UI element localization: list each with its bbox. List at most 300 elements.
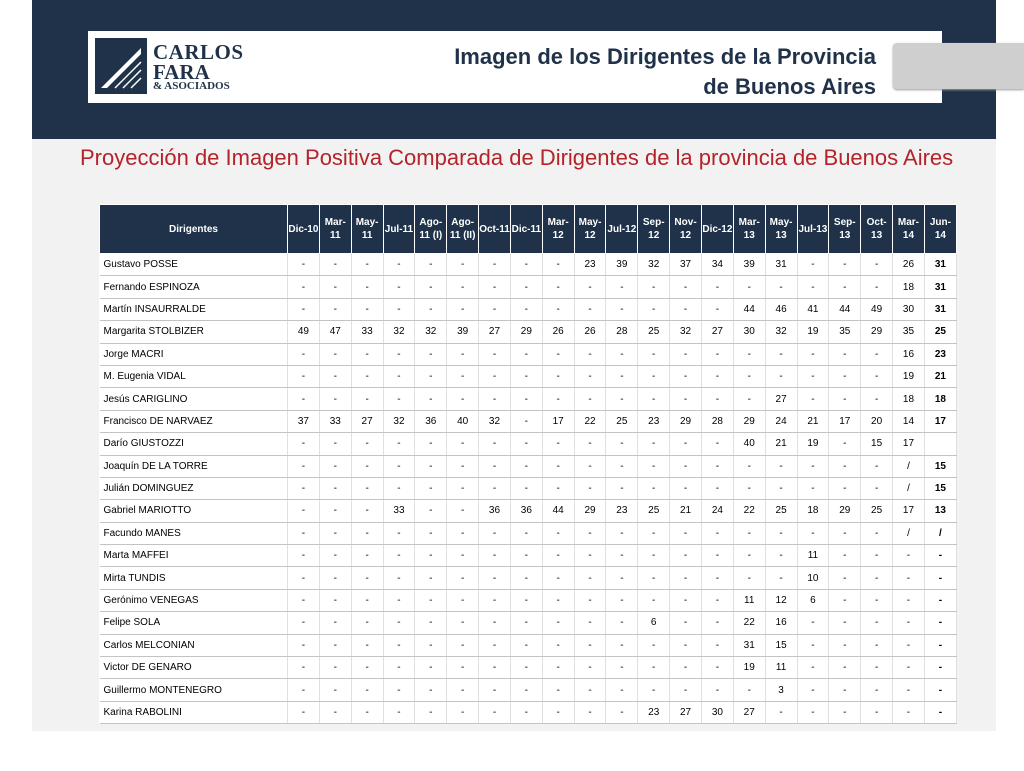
table-cell: - [479, 634, 511, 656]
table-cell: - [733, 522, 765, 544]
table-cell: - [288, 500, 320, 522]
table-cell: - [765, 701, 797, 723]
table-cell: - [319, 298, 351, 320]
table-cell: 27 [479, 321, 511, 343]
leader-name: Carlos MELCONIAN [100, 634, 288, 656]
table-cell: - [670, 365, 702, 387]
table-cell: - [447, 634, 479, 656]
table-cell: - [479, 545, 511, 567]
leader-name: Francisco DE NARVAEZ [100, 410, 288, 432]
table-cell: - [638, 657, 670, 679]
table-cell: - [351, 701, 383, 723]
table-cell: 37 [670, 254, 702, 276]
table-cell: - [829, 589, 861, 611]
section-title: Proyección de Imagen Positiva Comparada de Dirigentes de la provincia de Buenos Aires [80, 145, 954, 170]
table-cell: - [670, 612, 702, 634]
table-cell: - [288, 455, 320, 477]
table-cell: 22 [574, 410, 606, 432]
table-cell: - [288, 634, 320, 656]
table-cell: 24 [765, 410, 797, 432]
table-cell: 31 [733, 634, 765, 656]
table-cell: - [383, 612, 415, 634]
table-cell: - [319, 477, 351, 499]
table-cell: - [319, 343, 351, 365]
table-cell: - [765, 276, 797, 298]
table-cell: - [861, 455, 893, 477]
table-cell: - [638, 634, 670, 656]
table-cell: - [415, 433, 447, 455]
table-row [100, 567, 957, 589]
table-cell: - [924, 545, 956, 567]
table-cell: 36 [510, 500, 542, 522]
table-cell: - [288, 612, 320, 634]
table-cell: - [383, 545, 415, 567]
table-cell: 19 [733, 657, 765, 679]
table-cell: - [510, 679, 542, 701]
table-row [100, 679, 957, 701]
table-cell: - [288, 254, 320, 276]
table-cell: - [479, 455, 511, 477]
table-cell: / [893, 522, 925, 544]
table-cell: 15 [924, 455, 956, 477]
table-cell: 13 [924, 500, 956, 522]
table-cell: - [447, 388, 479, 410]
table-cell: - [670, 433, 702, 455]
table-cell: - [861, 254, 893, 276]
table-cell: - [542, 276, 574, 298]
table-cell: 26 [893, 254, 925, 276]
leader-name: Margarita STOLBIZER [100, 321, 288, 343]
table-cell: - [383, 365, 415, 387]
table-cell: - [510, 254, 542, 276]
table-cell: 3 [765, 679, 797, 701]
table-cell: - [797, 679, 829, 701]
table-cell: - [606, 545, 638, 567]
table-cell: - [319, 522, 351, 544]
table-cell: - [415, 612, 447, 634]
table-cell: - [701, 657, 733, 679]
table-cell: - [383, 455, 415, 477]
table-cell: - [288, 701, 320, 723]
table-cell: - [670, 276, 702, 298]
table-cell: - [924, 567, 956, 589]
table-cell: - [447, 545, 479, 567]
table-cell: - [765, 522, 797, 544]
table-cell: - [765, 365, 797, 387]
table-cell: - [861, 477, 893, 499]
table-cell: - [447, 679, 479, 701]
table-cell: 32 [383, 321, 415, 343]
table-cell: 35 [829, 321, 861, 343]
table-cell: - [351, 433, 383, 455]
table-cell: - [447, 433, 479, 455]
table-cell: 22 [733, 612, 765, 634]
table-cell: - [701, 298, 733, 320]
table-cell: - [797, 388, 829, 410]
table-cell: - [829, 388, 861, 410]
table-cell: - [606, 276, 638, 298]
table-cell: - [861, 679, 893, 701]
table-cell: - [319, 254, 351, 276]
table-cell: - [383, 477, 415, 499]
table-cell: 19 [797, 321, 829, 343]
leader-name: Gabriel MARIOTTO [100, 500, 288, 522]
table-cell: - [638, 388, 670, 410]
side-tab [893, 43, 1024, 89]
table-cell: - [383, 634, 415, 656]
table-cell: - [765, 343, 797, 365]
table-cell: - [606, 679, 638, 701]
table-cell: 29 [670, 410, 702, 432]
table-cell: 26 [574, 321, 606, 343]
table-cell: - [638, 455, 670, 477]
table-cell: 21 [924, 365, 956, 387]
table-cell: 23 [638, 701, 670, 723]
table-cell: - [701, 612, 733, 634]
table-cell: - [829, 276, 861, 298]
table-cell: - [542, 388, 574, 410]
table-cell: - [351, 589, 383, 611]
table-cell: 44 [733, 298, 765, 320]
column-header-period: Sep-13 [829, 205, 861, 254]
table-cell: - [319, 657, 351, 679]
table-cell: - [447, 701, 479, 723]
table-cell: 17 [542, 410, 574, 432]
table-cell: - [924, 679, 956, 701]
table-cell: - [797, 343, 829, 365]
table-cell: - [415, 701, 447, 723]
table-cell: 27 [701, 321, 733, 343]
table-cell: - [351, 545, 383, 567]
table-cell: 36 [479, 500, 511, 522]
table-cell: - [606, 477, 638, 499]
table-cell: 29 [861, 321, 893, 343]
leader-name: Marta MAFFEI [100, 545, 288, 567]
table-cell: 34 [701, 254, 733, 276]
table-cell: 15 [861, 433, 893, 455]
table-cell: 27 [670, 701, 702, 723]
table-cell: - [733, 276, 765, 298]
table-cell: - [288, 679, 320, 701]
table-cell: - [701, 589, 733, 611]
leader-name: Fernando ESPINOZA [100, 276, 288, 298]
table-cell: - [924, 634, 956, 656]
table-cell: - [415, 522, 447, 544]
table-cell: - [893, 679, 925, 701]
table-cell: 29 [829, 500, 861, 522]
table-cell: - [638, 679, 670, 701]
table-cell: - [510, 410, 542, 432]
table-cell: - [829, 522, 861, 544]
table-cell: - [861, 522, 893, 544]
table-cell: - [829, 433, 861, 455]
table-cell: - [542, 701, 574, 723]
table-cell: - [574, 276, 606, 298]
table-cell: - [829, 477, 861, 499]
table-cell: 18 [893, 276, 925, 298]
table-cell: - [542, 634, 574, 656]
table-cell: 31 [765, 254, 797, 276]
table-cell: - [797, 634, 829, 656]
table-cell: 15 [765, 634, 797, 656]
table-cell: 11 [733, 589, 765, 611]
table-cell: - [383, 276, 415, 298]
table-cell: - [574, 455, 606, 477]
table-cell: - [829, 679, 861, 701]
leader-name: M. Eugenia VIDAL [100, 365, 288, 387]
table-cell: 32 [638, 254, 670, 276]
table-cell: - [829, 254, 861, 276]
table-cell: - [574, 679, 606, 701]
table-cell: 12 [765, 589, 797, 611]
table-cell: - [351, 679, 383, 701]
table-cell: - [670, 298, 702, 320]
leader-name: Gustavo POSSE [100, 254, 288, 276]
table-cell: 6 [797, 589, 829, 611]
table-cell: 41 [797, 298, 829, 320]
table-cell: - [670, 522, 702, 544]
table-cell: - [510, 455, 542, 477]
table-cell: - [861, 276, 893, 298]
table-cell: - [797, 276, 829, 298]
table-cell: - [797, 455, 829, 477]
table-cell: 31 [924, 298, 956, 320]
table-cell: - [510, 567, 542, 589]
table-cell: - [479, 365, 511, 387]
table-cell: - [319, 679, 351, 701]
logo-line-3: & ASOCIADOS [153, 80, 230, 92]
table-cell: - [415, 276, 447, 298]
table-cell: - [542, 522, 574, 544]
table-cell: 23 [574, 254, 606, 276]
table-cell: 21 [765, 433, 797, 455]
table-cell: - [447, 500, 479, 522]
leader-name: Gerónimo VENEGAS [100, 589, 288, 611]
table-cell: 29 [733, 410, 765, 432]
table-cell: - [288, 545, 320, 567]
leader-name: Felipe SOLA [100, 612, 288, 634]
leader-name: Jorge MACRI [100, 343, 288, 365]
table-cell: - [319, 634, 351, 656]
table-cell: - [288, 276, 320, 298]
table-cell: - [670, 657, 702, 679]
table-cell: - [893, 545, 925, 567]
table-cell: - [670, 567, 702, 589]
table-cell: - [351, 634, 383, 656]
table-cell: - [574, 388, 606, 410]
table-row [100, 365, 957, 387]
table-cell: 19 [797, 433, 829, 455]
column-header-period: Sep-12 [638, 205, 670, 254]
table-cell: 17 [924, 410, 956, 432]
leader-name: Darío GIUSTOZZI [100, 433, 288, 455]
table-cell: - [606, 657, 638, 679]
table-cell: - [606, 634, 638, 656]
table-cell: - [351, 522, 383, 544]
table-row [100, 433, 957, 455]
table-cell: 28 [701, 410, 733, 432]
table-cell: - [479, 567, 511, 589]
table-cell: - [924, 701, 956, 723]
table-cell: - [701, 343, 733, 365]
table-cell: / [924, 522, 956, 544]
table-row [100, 276, 957, 298]
column-header-period: Ago-11 (II) [447, 205, 479, 254]
table-cell: - [415, 365, 447, 387]
table-cell: - [479, 254, 511, 276]
table-cell: - [383, 701, 415, 723]
table-cell: 18 [893, 388, 925, 410]
table-cell: - [574, 298, 606, 320]
table-cell: - [893, 567, 925, 589]
table-cell: - [479, 701, 511, 723]
table-cell: 30 [701, 701, 733, 723]
leader-name: Karina RABOLINI [100, 701, 288, 723]
table-cell: - [542, 545, 574, 567]
table-cell: - [510, 477, 542, 499]
table-cell: - [574, 545, 606, 567]
table-cell: - [288, 477, 320, 499]
table-cell: - [510, 298, 542, 320]
table-cell: - [415, 298, 447, 320]
table-cell: 47 [319, 321, 351, 343]
column-header-period: Nov-12 [670, 205, 702, 254]
table-cell: - [701, 455, 733, 477]
table-cell: - [765, 455, 797, 477]
column-header-period: Mar-13 [733, 205, 765, 254]
table-cell: 39 [733, 254, 765, 276]
table-cell: - [670, 634, 702, 656]
table-cell: 27 [765, 388, 797, 410]
table-cell: - [606, 365, 638, 387]
table-cell: - [415, 679, 447, 701]
table-cell: - [542, 298, 574, 320]
table-cell: - [574, 433, 606, 455]
table-cell: - [542, 254, 574, 276]
table-cell: - [701, 388, 733, 410]
table-row [100, 455, 957, 477]
leader-name: Julián DOMINGUEZ [100, 477, 288, 499]
table-cell: 44 [542, 500, 574, 522]
table-cell: - [542, 343, 574, 365]
table-cell: - [510, 388, 542, 410]
table-header-row [100, 205, 957, 254]
table-cell: - [383, 343, 415, 365]
table-cell: 35 [893, 321, 925, 343]
table-cell: - [701, 365, 733, 387]
table-cell: - [447, 567, 479, 589]
table-row [100, 589, 957, 611]
table-cell: - [638, 298, 670, 320]
table-cell: - [893, 657, 925, 679]
table-cell: - [415, 567, 447, 589]
table-cell: - [351, 343, 383, 365]
table-cell: - [606, 522, 638, 544]
table-cell: - [510, 701, 542, 723]
table-cell: 17 [829, 410, 861, 432]
table-cell: - [351, 500, 383, 522]
table-cell: - [861, 567, 893, 589]
table-cell: - [288, 589, 320, 611]
table-cell [924, 433, 956, 455]
table-row [100, 657, 957, 679]
table-cell: - [383, 254, 415, 276]
table-cell: - [479, 477, 511, 499]
table-cell: - [574, 657, 606, 679]
table-cell: - [861, 634, 893, 656]
table-cell: - [383, 589, 415, 611]
table-cell: - [415, 455, 447, 477]
table-cell: - [479, 612, 511, 634]
table-cell: - [797, 657, 829, 679]
table-cell: - [351, 365, 383, 387]
table-cell: - [415, 545, 447, 567]
table-cell: - [383, 657, 415, 679]
column-header-period: Dic-12 [701, 205, 733, 254]
table-cell: 31 [924, 276, 956, 298]
table-cell: 30 [893, 298, 925, 320]
page-title-line-2: de Buenos Aires [703, 74, 876, 99]
table-cell: - [542, 589, 574, 611]
table-cell: 25 [924, 321, 956, 343]
table-cell: - [383, 433, 415, 455]
table-cell: 11 [797, 545, 829, 567]
table-cell: - [383, 298, 415, 320]
table-cell: 22 [733, 500, 765, 522]
table-cell: - [606, 701, 638, 723]
leader-name: Facundo MANES [100, 522, 288, 544]
table-cell: 19 [893, 365, 925, 387]
table-cell: 39 [606, 254, 638, 276]
column-header-period: May-12 [574, 205, 606, 254]
table-cell: 25 [638, 500, 670, 522]
table-cell: - [447, 657, 479, 679]
table-cell: 21 [670, 500, 702, 522]
table-cell: - [861, 545, 893, 567]
table-cell: 24 [701, 500, 733, 522]
table-cell: 23 [924, 343, 956, 365]
table-cell: 31 [924, 254, 956, 276]
column-header-period: Jul-11 [383, 205, 415, 254]
table-cell: - [351, 455, 383, 477]
column-header-period: Jun-14 [924, 205, 956, 254]
table-body [100, 254, 957, 724]
table-cell: - [701, 679, 733, 701]
table-cell: - [415, 477, 447, 499]
table-cell: 23 [638, 410, 670, 432]
table-cell: - [415, 343, 447, 365]
table-cell: - [829, 612, 861, 634]
table-cell: - [319, 589, 351, 611]
table-cell: / [893, 455, 925, 477]
logo-line-1: CARLOS [153, 40, 244, 64]
table-cell: 46 [765, 298, 797, 320]
table-cell: - [829, 343, 861, 365]
table-row [100, 343, 957, 365]
table-cell: - [733, 545, 765, 567]
logo-line-2: FARA [153, 60, 210, 84]
table-cell: - [351, 567, 383, 589]
table-cell: - [447, 589, 479, 611]
column-header-period: May-11 [351, 205, 383, 254]
table-cell: 26 [542, 321, 574, 343]
table-cell: - [574, 343, 606, 365]
table-cell: - [383, 567, 415, 589]
table-cell: - [574, 612, 606, 634]
leader-name: Joaquín DE LA TORRE [100, 455, 288, 477]
table-cell: 10 [797, 567, 829, 589]
column-header-period: Oct-13 [861, 205, 893, 254]
